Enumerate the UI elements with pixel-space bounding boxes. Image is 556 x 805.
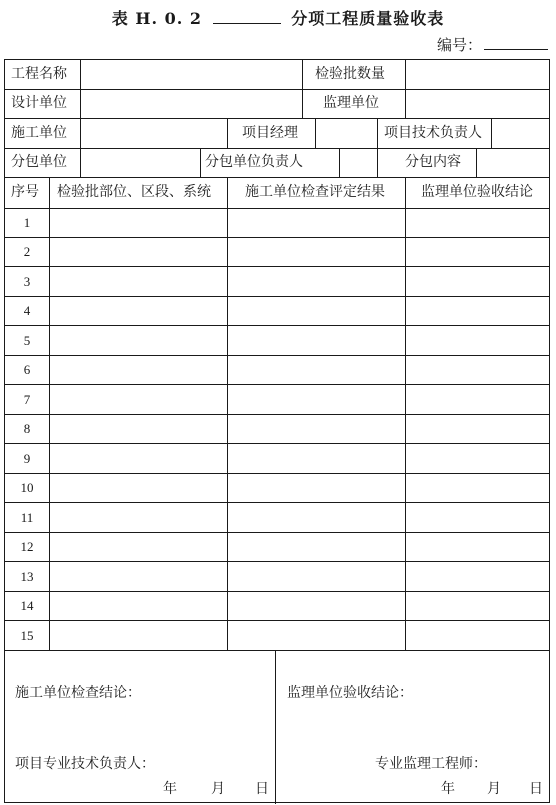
row-number: 15 (20, 628, 34, 643)
design-unit-field[interactable] (81, 89, 301, 118)
serial-number-label: 编号： (436, 36, 482, 54)
construction-unit-field[interactable] (81, 119, 226, 148)
supervision-unit-field[interactable] (406, 89, 549, 118)
construction-conclusion-label: 施工单位检查结论： (15, 685, 141, 701)
construction-date-month: 月 (211, 781, 225, 797)
construction-unit-label: 施工单位 (11, 125, 67, 141)
supervision-date-year: 年 (441, 781, 455, 797)
project-name-field[interactable] (81, 60, 301, 89)
construction-date-year: 年 (163, 781, 177, 797)
form-title-prefix: 表 H. 0. 2 (111, 9, 203, 28)
technical-lead-label: 项目技术负责人 (384, 125, 482, 141)
header-construction-result: 施工单位检查评定结果 (245, 184, 385, 200)
row-number: 13 (20, 569, 34, 584)
title-blank-line[interactable] (213, 9, 281, 24)
design-unit-label: 设计单位 (11, 95, 67, 111)
row-number: 12 (20, 539, 34, 554)
row-number: 9 (23, 451, 31, 466)
subcontract-unit-label: 分包单位 (11, 154, 67, 170)
subcontract-content-label: 分包内容 (405, 154, 461, 170)
supervision-conclusion-label: 监理单位验收结论： (287, 685, 413, 701)
row-number: 8 (23, 421, 31, 436)
batch-count-label: 检验批数量 (315, 66, 385, 82)
serial-number (437, 34, 548, 55)
project-manager-label: 项目经理 (242, 125, 298, 141)
construction-date-day: 日 (255, 781, 269, 797)
row-number: 5 (23, 333, 31, 348)
row-number: 1 (23, 215, 31, 230)
supervision-unit-label: 监理单位 (323, 95, 379, 111)
form-title (0, 6, 556, 29)
form-title-suffix: 分项工程质量验收表 (291, 9, 445, 28)
subcontract-unit-field[interactable] (81, 148, 199, 177)
project-name-label: 工程名称 (11, 66, 67, 82)
batch-count-field[interactable] (406, 60, 549, 89)
row-number: 11 (20, 510, 34, 525)
subcontract-lead-field[interactable] (340, 148, 376, 177)
technical-lead-signature-label: 项目专业技术负责人： (15, 756, 155, 772)
supervision-date-month: 月 (487, 781, 501, 797)
row-number: 10 (20, 480, 34, 495)
row-number: 2 (23, 244, 31, 259)
row-number: 4 (23, 303, 31, 318)
technical-lead-field[interactable] (492, 119, 549, 148)
supervision-date-day: 日 (529, 781, 543, 797)
project-manager-field[interactable] (316, 119, 376, 148)
subcontract-content-field[interactable] (477, 148, 549, 177)
header-serial: 序号 (11, 184, 39, 200)
row-number: 6 (23, 362, 31, 377)
subcontract-lead-label: 分包单位负责人 (205, 154, 303, 170)
row-number: 14 (20, 598, 34, 613)
row-number: 7 (23, 392, 31, 407)
row-number: 3 (23, 274, 31, 289)
serial-number-field[interactable] (484, 37, 548, 50)
form-sheet (4, 59, 550, 803)
supervisor-signature-label: 专业监理工程师： (375, 756, 487, 772)
header-batch-location: 检验批部位、区段、系统 (57, 184, 211, 200)
header-supervision-conclusion: 监理单位验收结论 (421, 184, 533, 200)
